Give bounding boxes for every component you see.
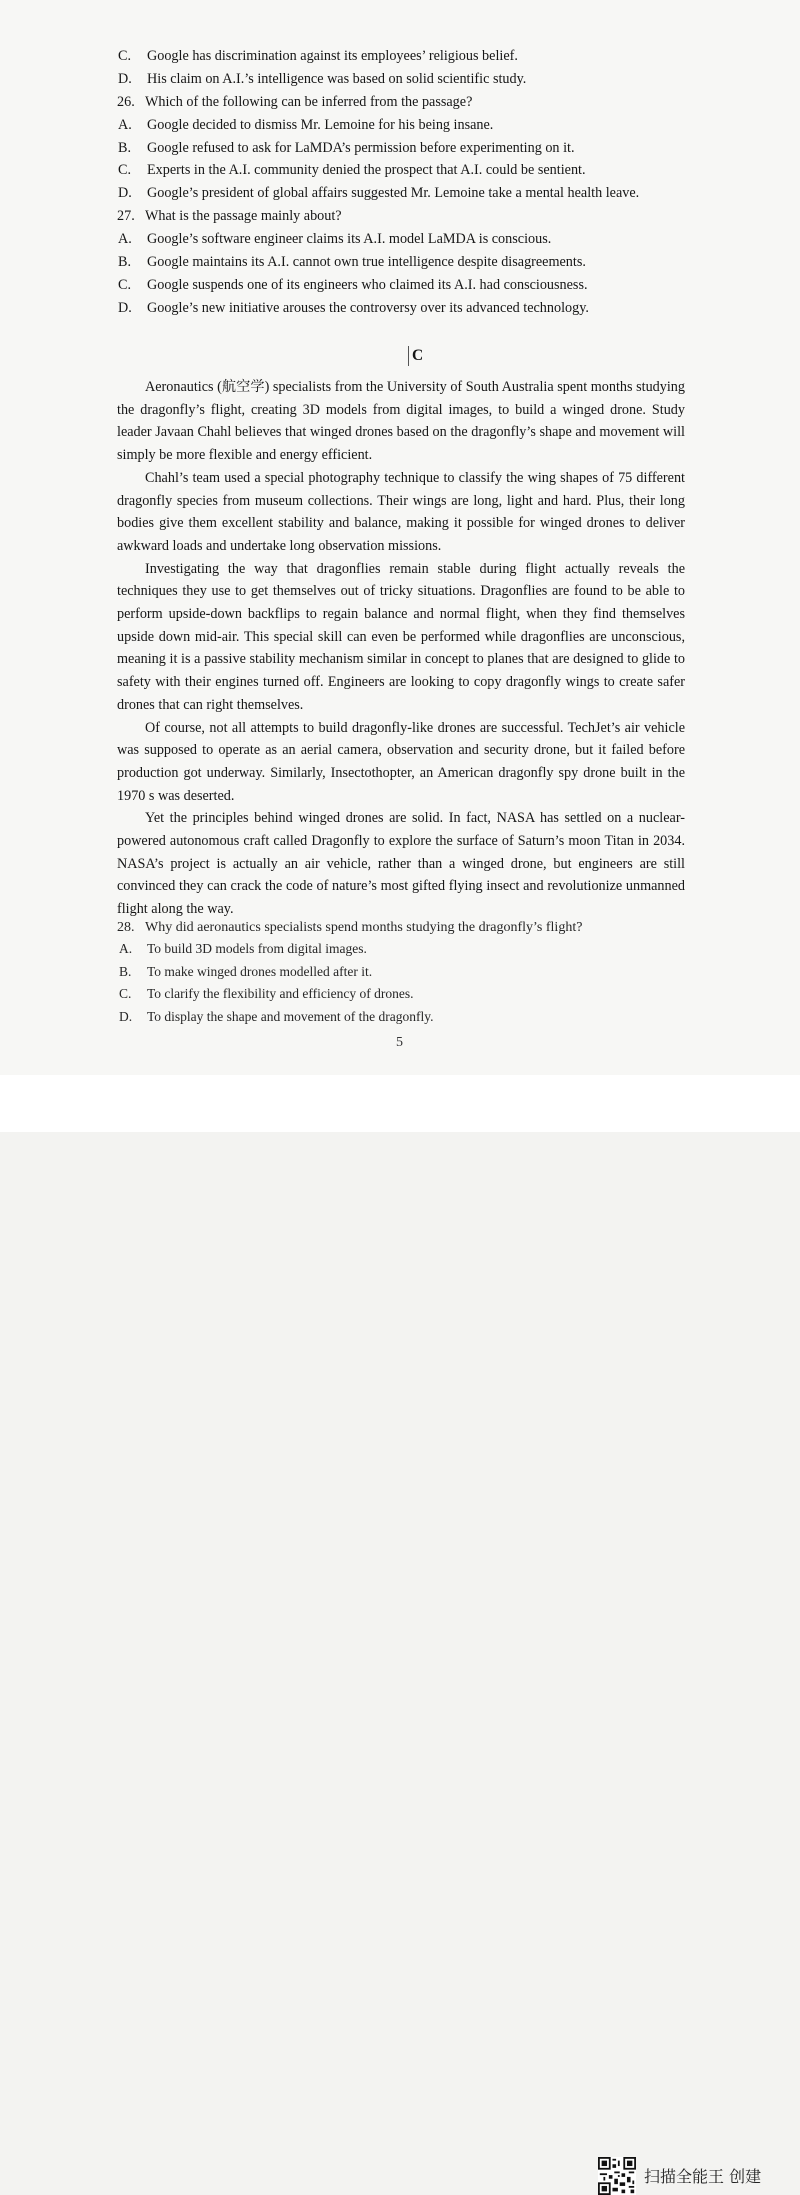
q27-option-a: A. Google’s software engineer claims its A.I. model LaMDA is conscious. [118,231,552,247]
q28-option-c: C. To clarify the flexibility and efficiency of drones. [119,986,414,1002]
page-number: 5 [396,1035,403,1050]
q27-option-d: D. Google’s new initiative arouses the controversy over its advanced technology. [118,300,589,316]
option-prev-d: D. His claim on A.I.’s intelligence was based on solid scientific study. [118,71,527,87]
passage-paragraph: Chahl’s team used a special photography technique to classify the wing shapes of 75 different dragonfly species from museum collections. Their wings are long, light and hard. Plus, their long bodies give them excellent stability and balance, making it possible for winged drones to deliver awkward loads and undertake long observation missions. [117,469,685,554]
q28-option-a: A. To build 3D models from digital images. [119,941,367,956]
passage-paragraph: Of course, not all attempts to build dragonfly-like drones are successful. TechJet’s air vehicle was supposed to operate as an aerial camera, observation and security drone, but it failed before production got underway. Similarly, Insectothopter, an American dragonfly spy drone built in the 1970 s was deserted. [117,719,685,804]
question-28-stem: 28. Why did aeronautics specialists spend months studying the dragonfly’s flight? [117,920,583,935]
scanner-footer [0,1075,800,2186]
q26-option-d: D. Google’s president of global affairs suggested Mr. Lemoine take a mental health leave. [118,185,640,201]
q26-option-a: A. Google decided to dismiss Mr. Lemoine for his being insane. [118,117,494,133]
qr-code-icon [598,2157,636,2195]
passage-paragraph: Investigating the way that dragonflies remain stable during flight actually reveals the techniques they use to get themselves out of tricky situations. Dragonflies are found to be able to perform upside-down backflips to regain balance and normal flight, when they find themselves upside down mid-air. This special skill can even be performed while dragonflies are unconscious, meaning it is a passive stability mechanism similar in concept to planes that are designed to glide to safety with their engines turned off. Engineers are looking to copy dragonfly wings to create safer drones that can right themselves. [117,560,685,713]
q26-option-b: B. Google refused to ask for LaMDA’s permission before experimenting on it. [118,140,575,156]
section-heading: C [408,346,423,366]
passage-c [117,376,685,921]
q27-option-c: C. Google suspends one of its engineers who claimed its A.I. had consciousness. [118,277,588,293]
question-27: 27. What is the passage mainly about? [117,208,342,224]
q27-option-b: B. Google maintains its A.I. cannot own true intelligence despite disagreements. [118,254,586,270]
exam-page [0,0,800,1075]
passage-paragraph: Aeronautics (航空学) specialists from the University of South Australia spent months studying the dragonfly’s flight, creating 3D models from digital images, to build a winged drone. Study leader Javaan Chahl believes that winged drones based on the dragonfly’s shape and movement will simply be more flexible and energy efficient. [117,379,685,464]
option-prev-c: C. Google has discrimination against its employees’ religious belief. [118,48,518,64]
q26-option-c: C. Experts in the A.I. community denied the prospect that A.I. could be sentient. [118,162,586,178]
passage-paragraph: Yet the principles behind winged drones are solid. In fact, NASA has settled on a nuclear-powered autonomous craft called Dragonfly to explore the surface of Saturn’s moon Titan in 2034. NASA’s project is actually an air vehicle, rather than a winged drone, but engineers are still convinced they can crack the code of nature’s most gifted flying insect and revolutionize unmanned flight along the way. [117,810,685,918]
q28-option-b: B. To make winged drones modelled after it. [119,963,373,979]
question-26: 26. Which of the following can be inferred from the passage? [117,94,473,110]
scanner-brand-text: 扫描全能王 创建 [644,2167,762,2186]
question-28 [117,918,717,1029]
q28-option-d: D. To display the shape and movement of the dragonfly. [119,1009,434,1025]
